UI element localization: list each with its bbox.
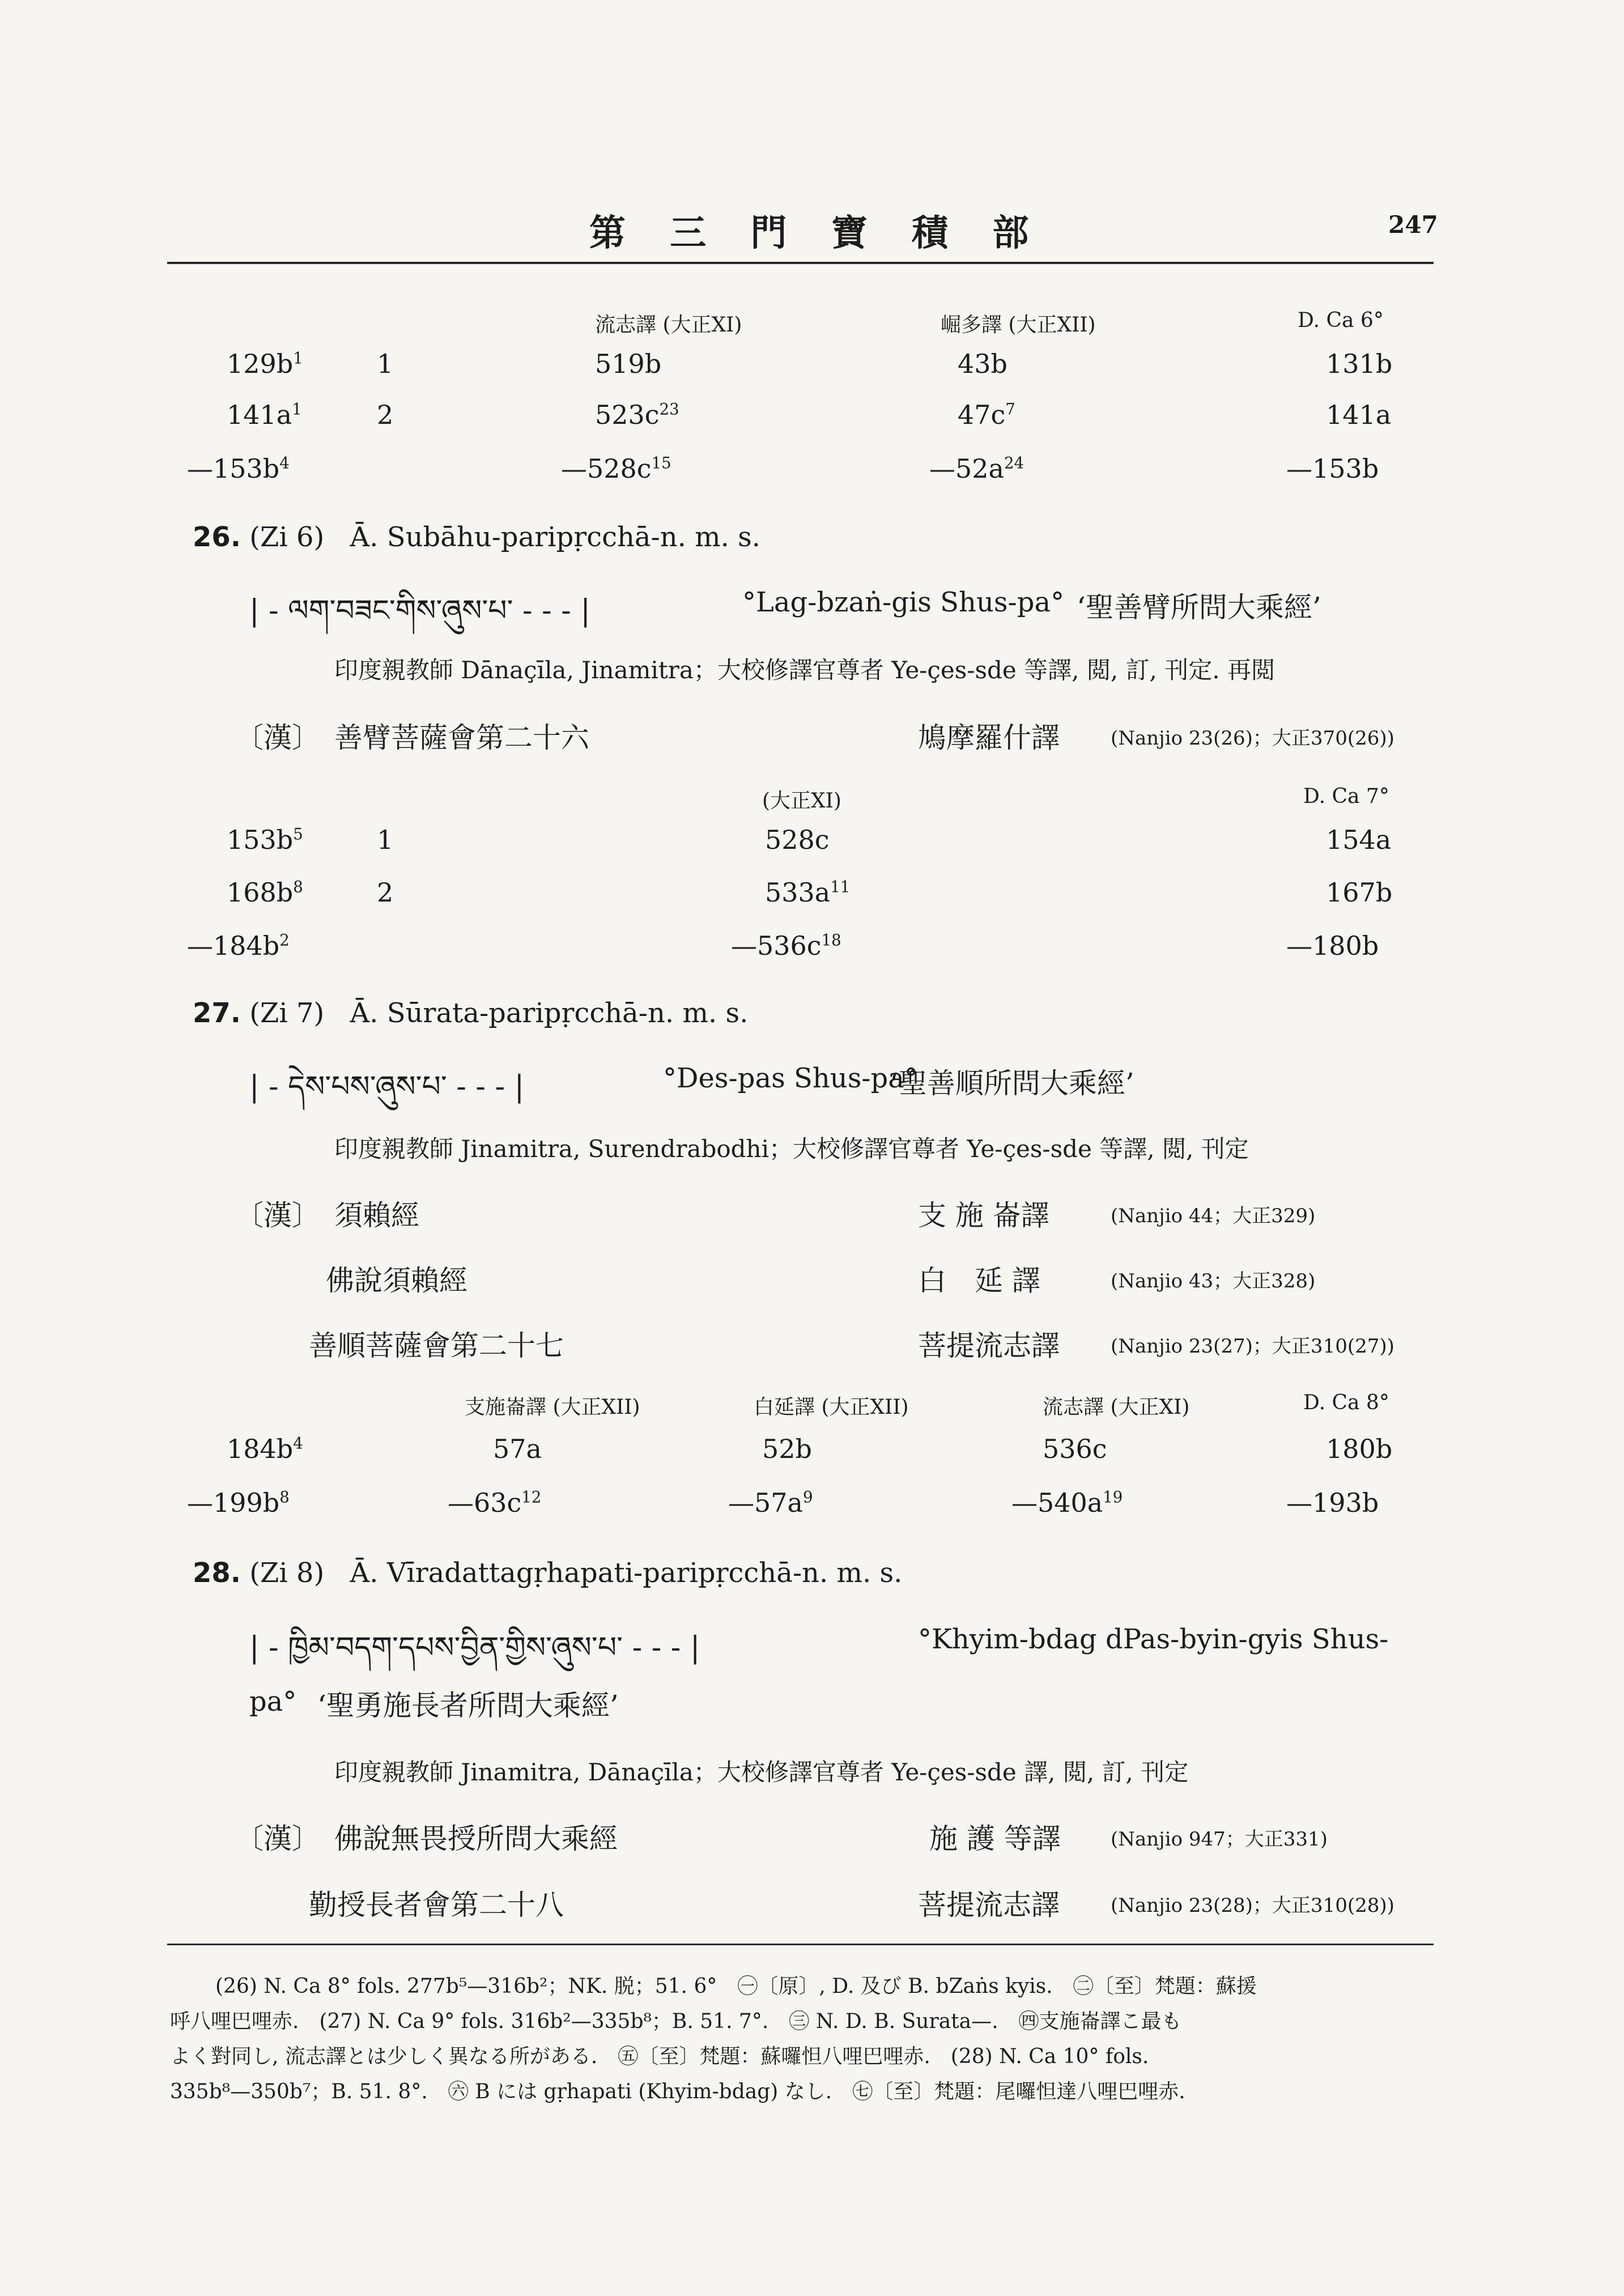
tibetan-title: | - ལག་བཟང་གིས་ཞུས་པ་ - - - | bbox=[249, 594, 590, 628]
table-cell: 528c bbox=[765, 824, 830, 855]
entry-heading bbox=[193, 521, 760, 553]
japanese-title: ‘聖勇施長者所問大乘經’ bbox=[317, 1689, 619, 1722]
page-number: 247 bbox=[1388, 211, 1438, 239]
footnote-line: (26) N. Ca 8° fols. 277b⁵—316b²；NK. 脱；51. 6° ㊀〔原〕, D. 及び B. bZaṅs kyis. ㊁〔至〕梵題：蘇援 bbox=[215, 1975, 1257, 1998]
han-label: 〔漢〕 bbox=[235, 721, 320, 754]
tibetan-romanization: °Lag-bzaṅ-gis Shus-pa° bbox=[742, 586, 1065, 618]
entry-title: Ā. Subāhu-paripṛcchā-n. m. s. bbox=[350, 521, 761, 553]
table-cell: $523c^{23}$ bbox=[595, 399, 679, 430]
entry-number: 26. bbox=[193, 521, 241, 553]
entry-heading bbox=[193, 997, 748, 1029]
table-cell: 141a bbox=[1326, 399, 1392, 430]
col-head: D. Ca 7° bbox=[1303, 785, 1389, 808]
tibetan-romanization: °Des-pas Shus-pa° bbox=[663, 1062, 918, 1094]
table-cell: $—153b^4$ bbox=[187, 453, 290, 484]
han-reference: (Nanjio 23(27)；大正310(27)) bbox=[1111, 1335, 1395, 1358]
footnote-line: 呼八哩巴哩赤. (27) N. Ca 9° fols. 316b²—335b⁸；B. 51. 7°. ㊂ N. D. B. Surata—. ㊃支施崙譯こ最も bbox=[170, 2010, 1182, 2033]
table-cell: —193b bbox=[1286, 1487, 1379, 1518]
table-cell: $184b^4$ bbox=[227, 1434, 303, 1464]
japanese-title: ‘聖善臂所問大乘經’ bbox=[1077, 591, 1321, 624]
table-cell: 57a bbox=[493, 1434, 542, 1464]
han-translator: 鳩摩羅什譯 bbox=[918, 721, 1060, 754]
han-title: 須賴經 bbox=[334, 1199, 419, 1232]
han-translator: 施 護 等譯 bbox=[929, 1822, 1061, 1855]
table-cell: 154a bbox=[1326, 824, 1392, 855]
han-translator: 支 施 崙譯 bbox=[918, 1199, 1049, 1232]
translation-credits: 印度親教師 Jinamitra, Dānaçīla；大校修譯官尊者 Ye-çes-sde 譯, 閲, 訂, 刊定 bbox=[334, 1758, 1189, 1786]
table-cell: $—57a^9$ bbox=[728, 1487, 813, 1518]
han-reference: (Nanjio 44；大正329) bbox=[1111, 1205, 1316, 1227]
japanese-title: ‘聖善順所問大乘經’ bbox=[890, 1067, 1134, 1100]
han-title: 善順菩薩會第二十七 bbox=[309, 1329, 564, 1362]
table-cell: $—52a^{24}$ bbox=[929, 453, 1024, 484]
col-head: 崛多譯 (大正XII) bbox=[941, 313, 1096, 337]
han-title: 善臂菩薩會第二十六 bbox=[334, 721, 589, 754]
han-reference: (Nanjio 43；大正328) bbox=[1111, 1270, 1316, 1292]
table-cell: 2 bbox=[377, 877, 394, 908]
entry-zi: (Zi 8) bbox=[249, 1557, 325, 1589]
col-head: D. Ca 8° bbox=[1303, 1391, 1389, 1414]
col-head: 支施崙譯 (大正XII) bbox=[465, 1396, 640, 1419]
han-title: 勤授長者會第二十八 bbox=[309, 1889, 564, 1921]
han-translator: 菩提流志譯 bbox=[918, 1329, 1060, 1362]
table-cell: 1 bbox=[377, 348, 394, 379]
table-cell: —180b bbox=[1286, 930, 1379, 961]
footnote-line: 335b⁸—350b⁷；B. 51. 8°. ㊅ B には gṛhapati (Khyim-bdag) なし. ㊆〔至〕梵題：尾囉怛達八哩巴哩赤. bbox=[170, 2080, 1185, 2103]
han-label: 〔漢〕 bbox=[235, 1199, 320, 1232]
entry-number: 27. bbox=[193, 997, 241, 1029]
table-cell: 1 bbox=[377, 824, 394, 855]
han-reference: (Nanjio 947；大正331) bbox=[1111, 1828, 1328, 1851]
running-title: 第 三 門 寶 積 部 bbox=[589, 212, 1045, 254]
entry-heading bbox=[193, 1557, 902, 1589]
entry-title: Ā. Sūrata-paripṛcchā-n. m. s. bbox=[350, 997, 749, 1029]
table-cell: $—63c^{12}$ bbox=[448, 1487, 542, 1518]
table-cell: 131b bbox=[1326, 348, 1393, 379]
table-cell: $—536c^{18}$ bbox=[731, 930, 841, 961]
tibetan-title: | - ཁྱིམ་བདག་དཔས་བྱིན་གྱིས་ཞུས་པ་ - - - | bbox=[249, 1631, 700, 1665]
entry-zi: (Zi 6) bbox=[249, 521, 325, 553]
table-cell: 43b bbox=[958, 348, 1007, 379]
tibetan-title: | - དེས་པས་ཞུས་པ་ - - - | bbox=[249, 1070, 525, 1104]
table-cell: $129b^1$ bbox=[227, 348, 303, 379]
table-cell: —153b bbox=[1286, 453, 1379, 484]
table-cell: 2 bbox=[377, 399, 394, 430]
han-title: 佛說無畏授所問大乘經 bbox=[334, 1822, 618, 1855]
col-head: 白延譯 (大正XII) bbox=[754, 1396, 909, 1419]
table-cell: $168b^8$ bbox=[227, 877, 303, 908]
han-translator: 白 延 譯 bbox=[918, 1264, 1040, 1297]
header-rule bbox=[167, 262, 1434, 264]
entry-zi: (Zi 7) bbox=[249, 997, 325, 1029]
col-head: (大正XI) bbox=[762, 789, 841, 813]
table-cell: 536c bbox=[1043, 1434, 1107, 1464]
translation-credits: 印度親教師 Dānaçīla, Jinamitra；大校修譯官尊者 Ye-çes-sde 等譯, 閲, 訂, 刊定. 再閲 bbox=[334, 656, 1275, 684]
footnote-line: よく對同し, 流志譯とは少しく異なる所がある. ㊄〔至〕梵題：蘇囉怛八哩巴哩赤. (28) N. Ca 10° fols. bbox=[170, 2045, 1149, 2068]
footnote-rule bbox=[167, 1944, 1434, 1945]
table-cell: $153b^5$ bbox=[227, 824, 303, 855]
han-title: 佛說須賴經 bbox=[326, 1264, 467, 1297]
han-reference: (Nanjio 23(28)；大正310(28)) bbox=[1111, 1894, 1395, 1917]
table-cell: 167b bbox=[1326, 877, 1393, 908]
han-reference: (Nanjio 23(26)；大正370(26)) bbox=[1111, 727, 1395, 750]
entry-title: Ā. Vīradattagṛhapati-paripṛcchā-n. m. s. bbox=[350, 1557, 903, 1589]
table-cell: $533a^{11}$ bbox=[765, 877, 851, 908]
table-cell: $—199b^8$ bbox=[187, 1487, 290, 1518]
table-cell: $47c^7$ bbox=[958, 399, 1015, 430]
table-cell: $—184b^2$ bbox=[187, 930, 290, 961]
table-cell: $141a^1$ bbox=[227, 399, 302, 430]
han-translator: 菩提流志譯 bbox=[918, 1889, 1060, 1921]
tibetan-romanization-cont: pa° bbox=[249, 1686, 297, 1717]
table-cell: 519b bbox=[595, 348, 662, 379]
han-label: 〔漢〕 bbox=[235, 1822, 320, 1855]
table-cell: 52b bbox=[762, 1434, 812, 1464]
tibetan-romanization: °Khyim-bdag dPas-byin-gyis Shus- bbox=[918, 1623, 1389, 1655]
col-head: D. Ca 6° bbox=[1298, 309, 1384, 332]
table-cell: $—528c^{15}$ bbox=[561, 453, 671, 484]
translation-credits: 印度親教師 Jinamitra, Surendrabodhi；大校修譯官尊者 Ye-çes-sde 等譯, 閲, 刊定 bbox=[334, 1135, 1249, 1163]
entry-number: 28. bbox=[193, 1557, 241, 1589]
table-cell: $—540a^{19}$ bbox=[1011, 1487, 1123, 1518]
col-head: 流志譯 (大正XI) bbox=[595, 313, 742, 337]
table-cell: 180b bbox=[1326, 1434, 1393, 1464]
col-head: 流志譯 (大正XI) bbox=[1043, 1396, 1190, 1419]
